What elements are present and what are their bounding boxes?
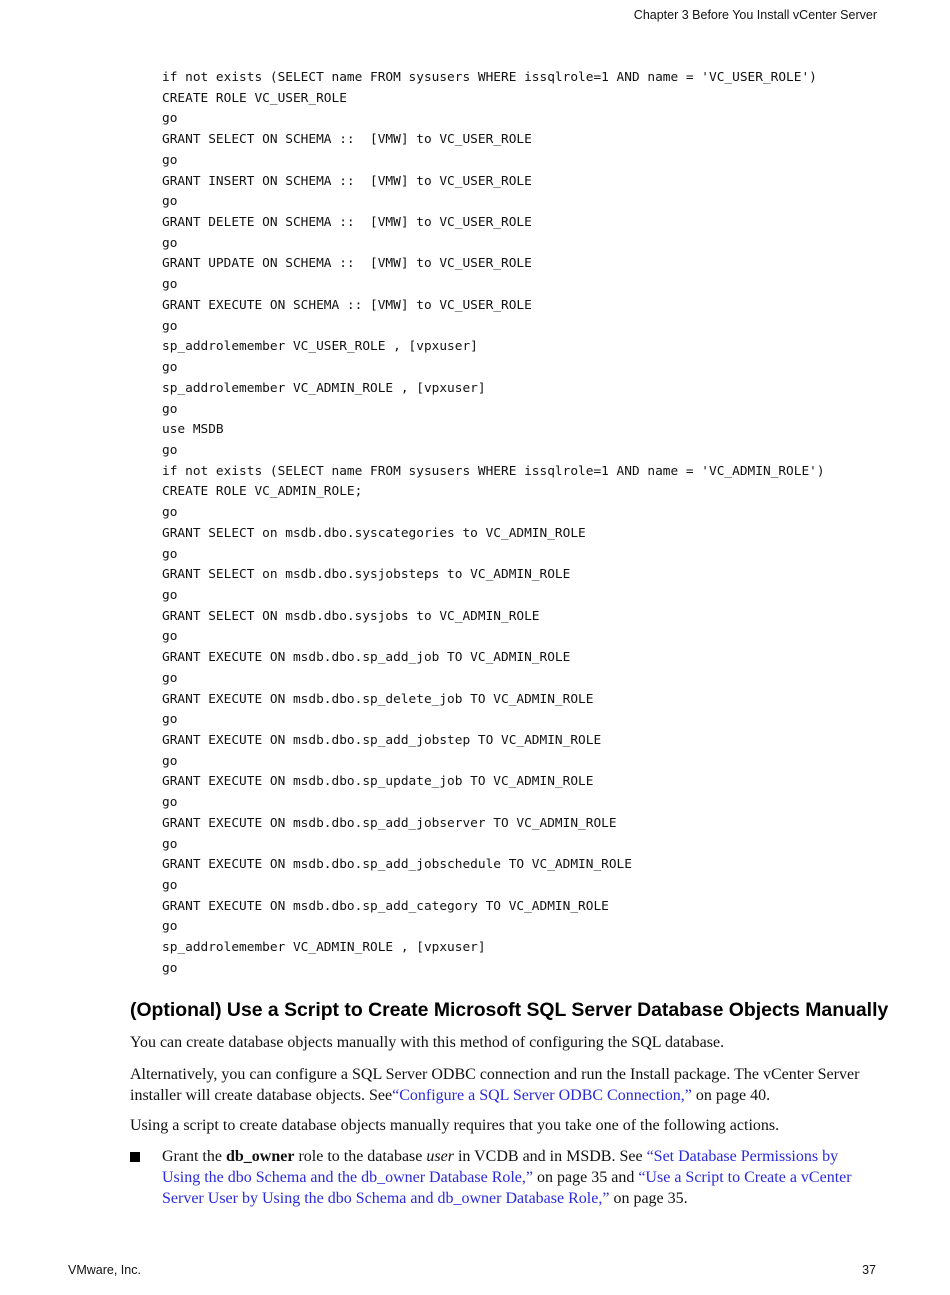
code-line: if not exists (SELECT name FROM sysusers WHERE issqlrole=1 AND name = 'VC_ADMIN_ROLE') [162,463,825,479]
code-line: use MSDB [162,422,224,438]
code-line: sp_addrolemember VC_ADMIN_ROLE , [vpxuser] [162,380,486,396]
code-line: GRANT EXECUTE ON msdb.dbo.sp_add_job TO VC_ADMIN_ROLE [162,650,571,666]
bullet-tail: on page 35. [609,1189,688,1207]
code-line: go [162,753,178,769]
code-line: go [162,111,178,127]
code-line: GRANT EXECUTE ON msdb.dbo.sp_add_jobserver TO VC_ADMIN_ROLE [162,815,617,831]
code-line: go [162,546,178,562]
paragraph-intro: You can create database objects manually with this method of configuring the SQL database. [130,1034,725,1051]
code-line: GRANT SELECT ON SCHEMA :: [VMW] to VC_USER_ROLE [162,132,532,148]
bullet-text [162,1147,875,1209]
code-line: GRANT SELECT on msdb.dbo.sysjobsteps to VC_ADMIN_ROLE [162,567,571,583]
code-line: sp_addrolemember VC_USER_ROLE , [vpxuser] [162,339,478,355]
code-line: go [162,360,178,376]
list-item [130,1147,875,1209]
code-line: GRANT INSERT ON SCHEMA :: [VMW] to VC_USER_ROLE [162,173,532,189]
code-line: GRANT UPDATE ON SCHEMA :: [VMW] to VC_USER_ROLE [162,256,532,272]
sql-code-block [162,68,825,980]
footer-company: VMware, Inc. [68,1263,141,1277]
paragraph-alternative [130,1065,875,1106]
code-line: go [162,712,178,728]
bold-db-owner: db_owner [225,1148,295,1165]
bullet-mid: role to the database [294,1148,427,1165]
code-line: go [162,152,178,168]
code-line: GRANT EXECUTE ON msdb.dbo.sp_add_jobschedule TO VC_ADMIN_ROLE [162,857,632,873]
italic-user: user [426,1148,454,1165]
code-line: go [162,670,178,686]
code-line: go [162,919,178,935]
code-line: GRANT EXECUTE ON msdb.dbo.sp_add_jobstep TO VC_ADMIN_ROLE [162,733,602,748]
link-configure-odbc[interactable]: “Configure a SQL Server ODBC Connection,” [392,1086,692,1104]
code-line: if not exists (SELECT name FROM sysusers WHERE issqlrole=1 AND name = 'VC_USER_ROLE') [162,70,817,85]
bullet-mid2: on page 35 and [533,1168,639,1186]
paragraph-alternative-text: Alternatively, you can configure a SQL Server ODBC connection and run the Install package. The vCenter Server installer will create database objects. See [130,1066,860,1104]
code-line: CREATE ROLE VC_USER_ROLE [162,90,347,106]
code-line: GRANT EXECUTE ON msdb.dbo.sp_update_job TO VC_ADMIN_ROLE [162,774,594,790]
code-line: sp_addrolemember VC_ADMIN_ROLE , [vpxuser] [162,940,486,956]
code-line: GRANT DELETE ON SCHEMA :: [VMW] to VC_USER_ROLE [162,215,532,231]
code-line: CREATE ROLE VC_ADMIN_ROLE; [162,484,363,500]
code-line: go [162,194,178,210]
code-line: GRANT EXECUTE ON msdb.dbo.sp_delete_job TO VC_ADMIN_ROLE [162,691,594,707]
code-line: go [162,629,178,645]
footer-page-number: 37 [862,1263,876,1277]
bullet-post: in VCDB and in MSDB. See [453,1148,647,1165]
code-line: go [162,836,178,852]
code-line: GRANT EXECUTE ON SCHEMA :: [VMW] to VC_USER_ROLE [162,297,532,313]
code-line: go [162,795,178,811]
code-line: go [162,318,178,334]
code-line: go [162,878,178,894]
code-line: go [162,505,178,521]
bullet-pre: Grant the [162,1148,226,1165]
code-line: go [162,442,178,458]
paragraph-alternative-tail: on page 40. [691,1086,771,1104]
page-header: Chapter 3 Before You Install vCenter Server [633,8,877,22]
code-line: go [162,587,178,603]
code-line: go [162,401,178,417]
code-line: go [162,960,178,976]
code-line: GRANT EXECUTE ON msdb.dbo.sp_add_category TO VC_ADMIN_ROLE [162,898,609,914]
section-heading: (Optional) Use a Script to Create Microsoft SQL Server Database Objects Manually [130,999,889,1021]
link-use-script-create-user[interactable]: “Use a Script to Create a vCenter Server User by Using the dbo Schema and db_owner Database Role,” [162,1168,852,1207]
square-bullet-icon [130,1152,140,1162]
code-line: go [162,235,178,251]
code-line: GRANT SELECT on msdb.dbo.syscategories to VC_ADMIN_ROLE [162,525,586,541]
paragraph-actions: Using a script to create database objects manually requires that you take one of the following actions. [130,1117,780,1134]
code-line: go [162,277,178,293]
code-line: GRANT SELECT ON msdb.dbo.sysjobs to VC_ADMIN_ROLE [162,608,540,624]
link-set-database-permissions[interactable]: “Set Database Permissions by Using the dbo Schema and the db_owner Database Role,” [162,1148,839,1186]
